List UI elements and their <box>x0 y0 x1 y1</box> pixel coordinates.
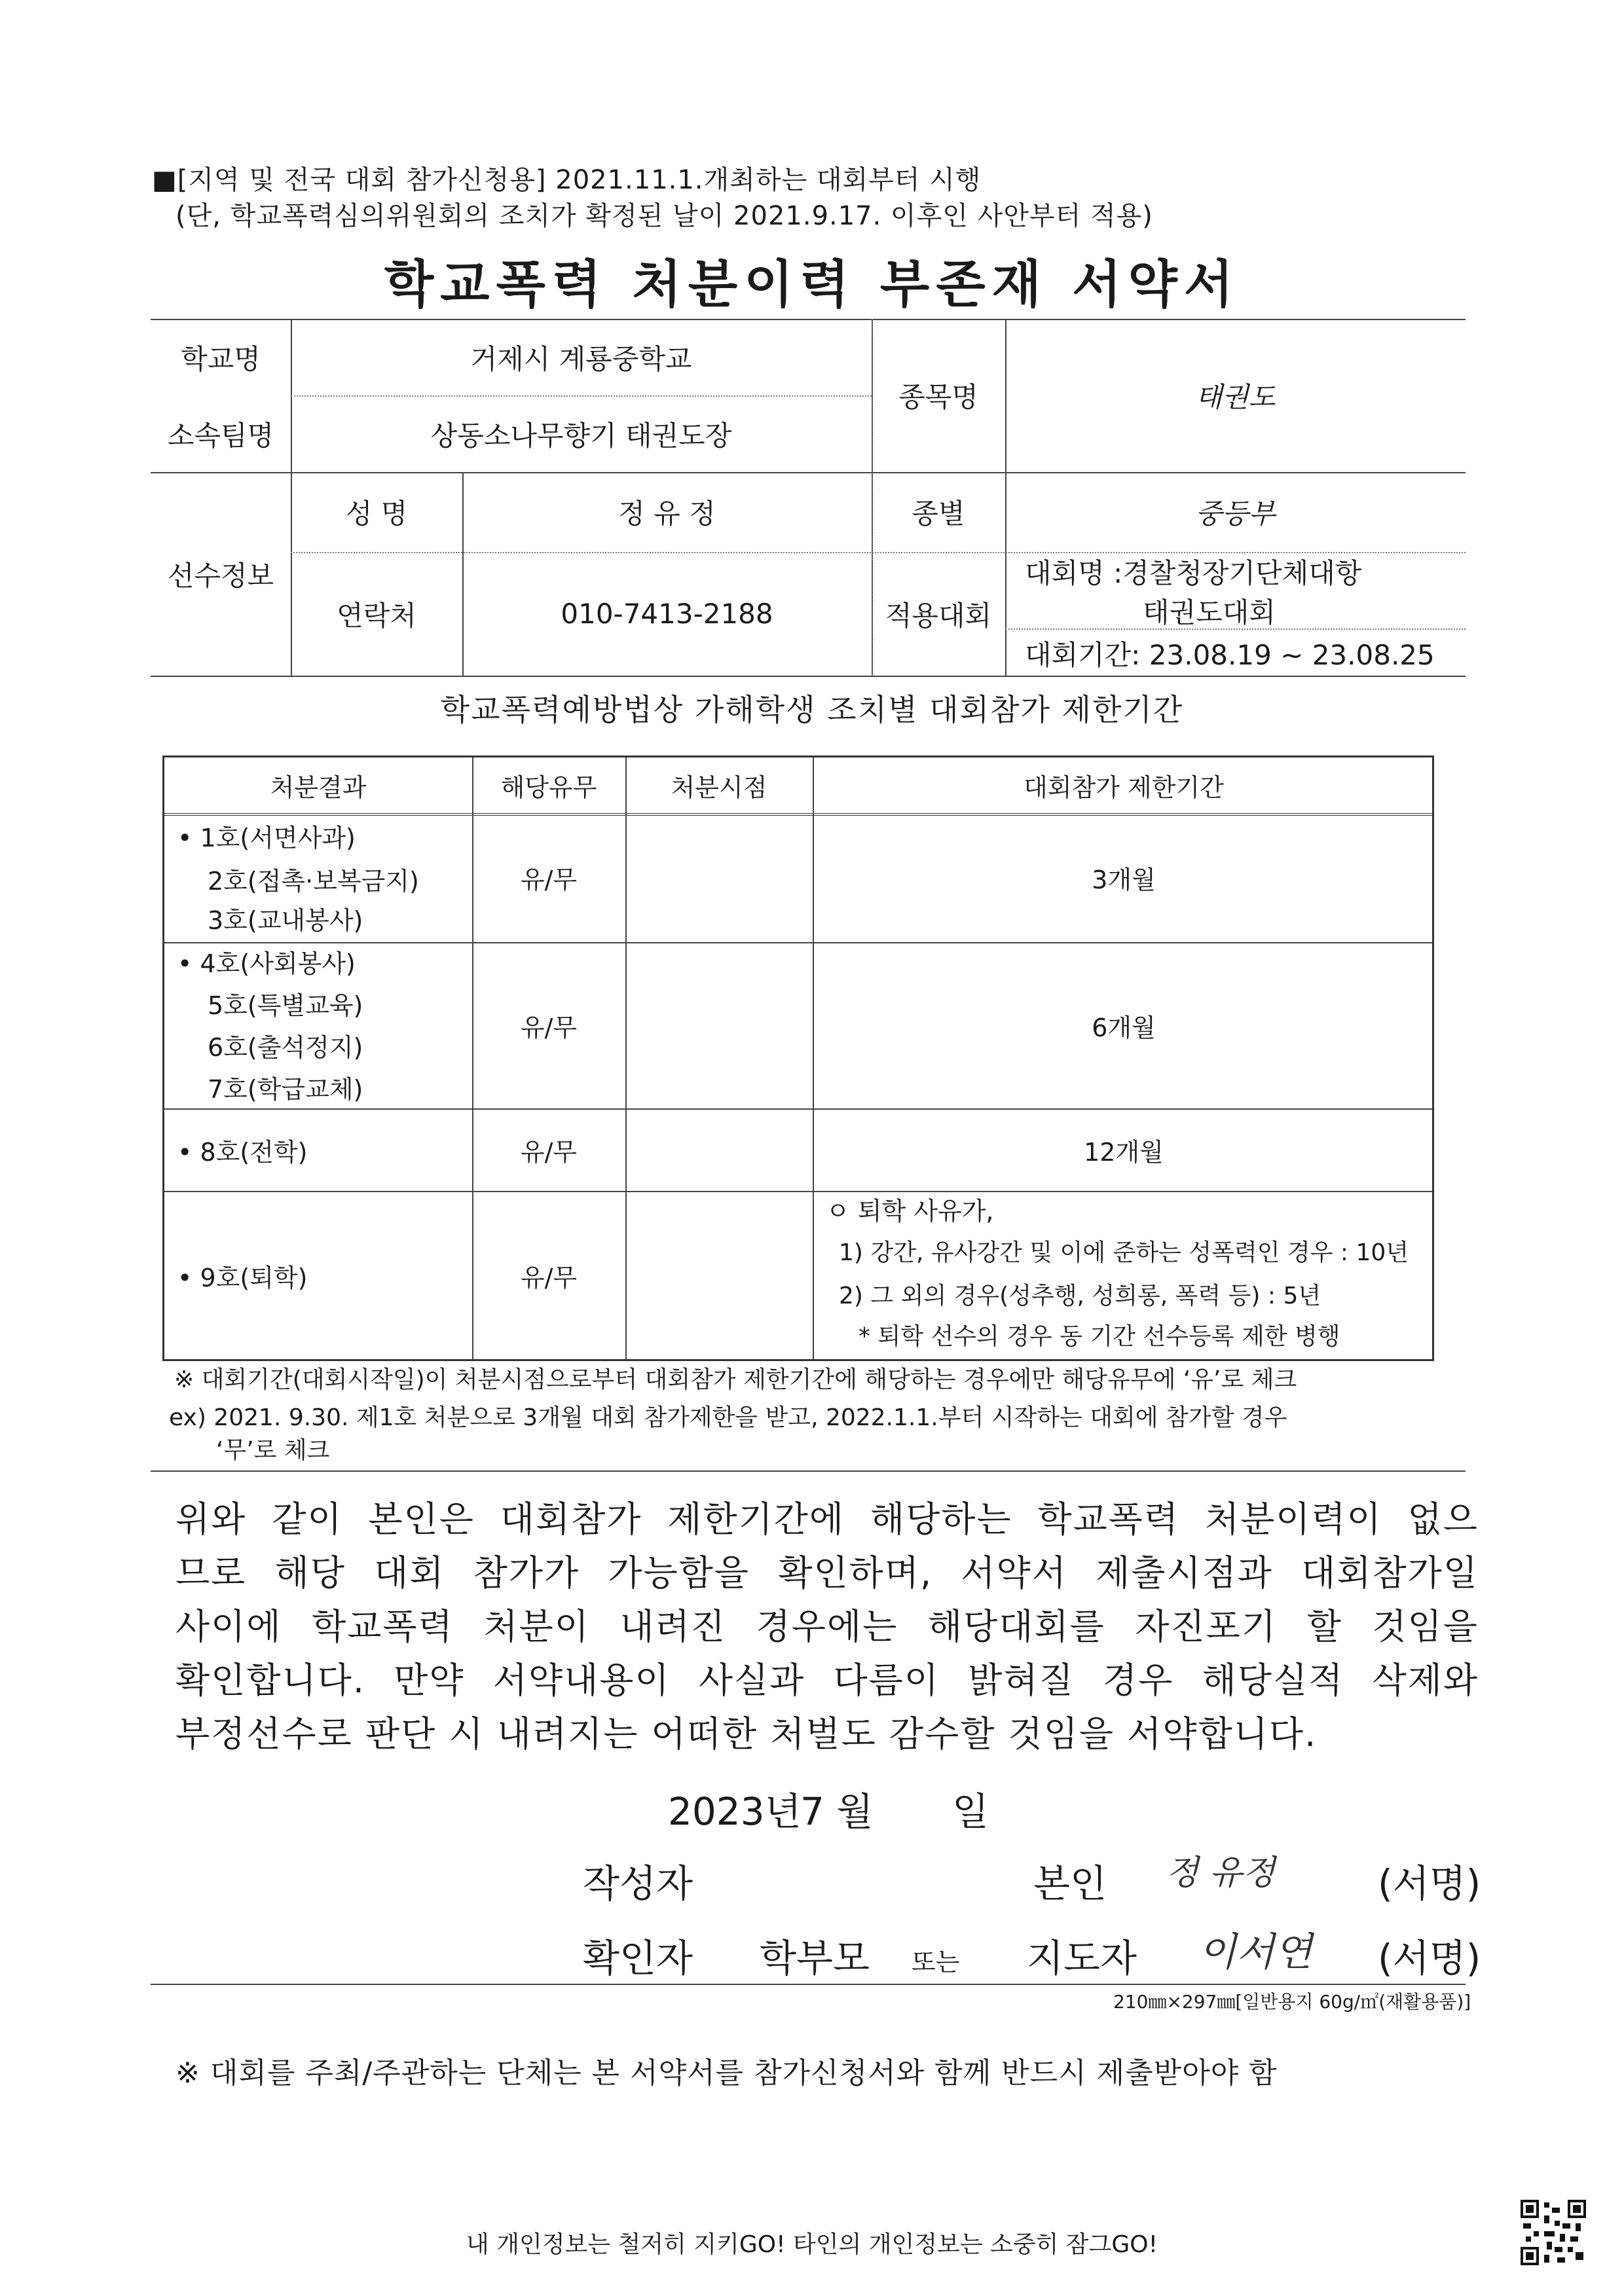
parent-label: 학부모 <box>760 1936 870 1980</box>
confirmer-label: 확인자 <box>583 1936 693 1980</box>
name-label: 성 명 <box>345 498 408 530</box>
row2-item: 6호(출석정지) <box>208 1033 363 1062</box>
document-title: 학교폭력 처분이력 부존재 서약서 <box>384 255 1240 314</box>
row4-restriction-line: 2) 그 외의 경우(성추행, 성희롱, 폭력 등) : 5년 <box>839 1283 1321 1309</box>
self-signature-name: 정 유정 <box>1166 1853 1276 1893</box>
bottom-notice: ※ 대회를 주최/주관하는 단체는 본 서약서를 참가신청서와 함께 반드시 제출받아야 함 <box>175 2056 1278 2090</box>
footnote-line-1: ※ 대회기간(대회시작일)이 처분시점으로부터 대회참가 제한기간에 해당하는 경우에만 해당유무에 ‘유’로 체크 <box>174 1366 1297 1393</box>
date-day: 일 <box>952 1789 989 1834</box>
pledge-line: 므로 해당 대회 참가가 가능함을 확인하며, 서약서 제출시점과 대회참가일 <box>175 1552 1479 1594</box>
division-value: 중등부 <box>1195 498 1276 530</box>
row2-item: • 4호(사회봉사) <box>177 949 356 978</box>
or-label: 또는 <box>912 1948 960 1977</box>
row3-check: 유/무 <box>520 1137 578 1167</box>
row1-item: 2호(접촉·보복금지) <box>208 867 419 896</box>
pledge-line: 위와 같이 본인은 대회참가 제한기간에 해당하는 학교폭력 처분이력이 없으 <box>175 1499 1479 1540</box>
row3-item: • 8호(전학) <box>177 1137 308 1167</box>
row4-item: • 9호(퇴학) <box>177 1263 308 1292</box>
restriction-table-title: 학교폭력예방법상 가해학생 조치별 대회참가 제한기간 <box>440 692 1184 727</box>
row3-restriction: 12개월 <box>1084 1137 1164 1167</box>
row1-restriction: 3개월 <box>1092 866 1156 894</box>
restriction-table <box>162 756 1434 1361</box>
header-restriction-period: 대회참가 제한기간 <box>1024 773 1224 802</box>
header-disposition-date: 처분시점 <box>671 773 767 802</box>
row2-restriction: 6개월 <box>1092 1013 1156 1042</box>
event-value: 태권도 <box>1195 381 1276 413</box>
header-disposition: 처분결과 <box>270 773 367 802</box>
row4-restriction-line: 1) 강간, 유사강간 및 이에 준하는 성폭력인 경우 : 10년 <box>839 1239 1409 1266</box>
notice-line-1: ■[지역 및 전국 대회 참가신청용] 2021.11.1.개최하는 대회부터 시행 <box>152 165 982 195</box>
date-month: 7 월 <box>800 1789 874 1834</box>
pledge-line: 확인합니다. 만약 서약내용이 사실과 다름이 밝혀질 경우 해당실적 삭제와 <box>175 1660 1479 1701</box>
row1-check: 유/무 <box>520 866 578 894</box>
coach-sign-mark: (서명) <box>1378 1936 1481 1980</box>
coach-signature-name: 이서연 <box>1198 1929 1312 1975</box>
paper-spec: 210㎜×297㎜[일반용지 60g/㎡(재활용품)] <box>1113 1991 1471 2013</box>
self-sign-mark: (서명) <box>1378 1861 1481 1906</box>
row4-check: 유/무 <box>520 1263 578 1292</box>
competition-name-line-1: 대회명 :경찰청장기단체대항 <box>1025 557 1362 589</box>
pledge-line: 부정선수로 판단 시 내려지는 어떠한 처벌도 감수할 것임을 서약합니다. <box>175 1713 1318 1755</box>
coach-label: 지도자 <box>1027 1936 1137 1980</box>
competition-name-line-2: 태권도대회 <box>1143 596 1276 629</box>
row2-check: 유/무 <box>520 1013 578 1042</box>
event-label: 종목명 <box>898 381 978 413</box>
notice-line-2: (단, 학교폭력심의위원회의 조치가 확정된 날이 2021.9.17. 이후인 사안부터 적용) <box>175 201 1153 231</box>
row1-item: • 1호(서면사과) <box>177 824 356 852</box>
footnote-line-2: ex) 2021. 9.30. 제1호 처분으로 3개월 대회 참가제한을 받고, 2022.1.1.부터 시작하는 대회에 참가할 경우 <box>169 1404 1287 1431</box>
competition-period: 대회기간: 23.08.19 ~ 23.08.25 <box>1025 639 1435 671</box>
row4-restriction-line: * 퇴학 선수의 경우 동 기간 선수등록 제한 병행 <box>858 1323 1340 1350</box>
player-info-label: 선수정보 <box>167 559 274 592</box>
writer-label: 작성자 <box>583 1861 693 1906</box>
row1-item: 3호(교내봉사) <box>208 906 363 935</box>
contact-label: 연락처 <box>337 599 416 632</box>
pledge-line: 사이에 학교폭력 처분이 내려진 경우에는 해당대회를 자진포기 할 것임을 <box>175 1606 1479 1647</box>
school-value: 거제시 계룡중학교 <box>470 342 692 375</box>
team-label: 소속팀명 <box>167 419 274 452</box>
row2-item: 5호(특별교육) <box>208 991 363 1020</box>
contact-value: 010-7413-2188 <box>561 598 773 630</box>
school-label: 학교명 <box>181 342 261 375</box>
division-label: 종별 <box>912 498 965 530</box>
row4-restriction-line: ㅇ 퇴학 사유가, <box>826 1197 994 1226</box>
row2-item: 7호(학급교체) <box>208 1075 363 1104</box>
team-value: 상동소나무향기 태권도장 <box>430 419 732 452</box>
privacy-slogan: 내 개인정보는 철저히 지키GO! 타인의 개인정보는 소중히 잠그GO! <box>466 2231 1158 2258</box>
self-label: 본인 <box>1033 1861 1107 1906</box>
applied-competition-label: 적용대회 <box>885 599 992 632</box>
date-year: 2023년 <box>668 1789 802 1834</box>
footnote-line-3: ‘무’로 체크 <box>216 1437 330 1464</box>
header-applicable: 해당유무 <box>500 773 597 802</box>
name-value: 정 유 정 <box>618 498 716 530</box>
pledge-paragraph <box>175 1493 1479 1761</box>
